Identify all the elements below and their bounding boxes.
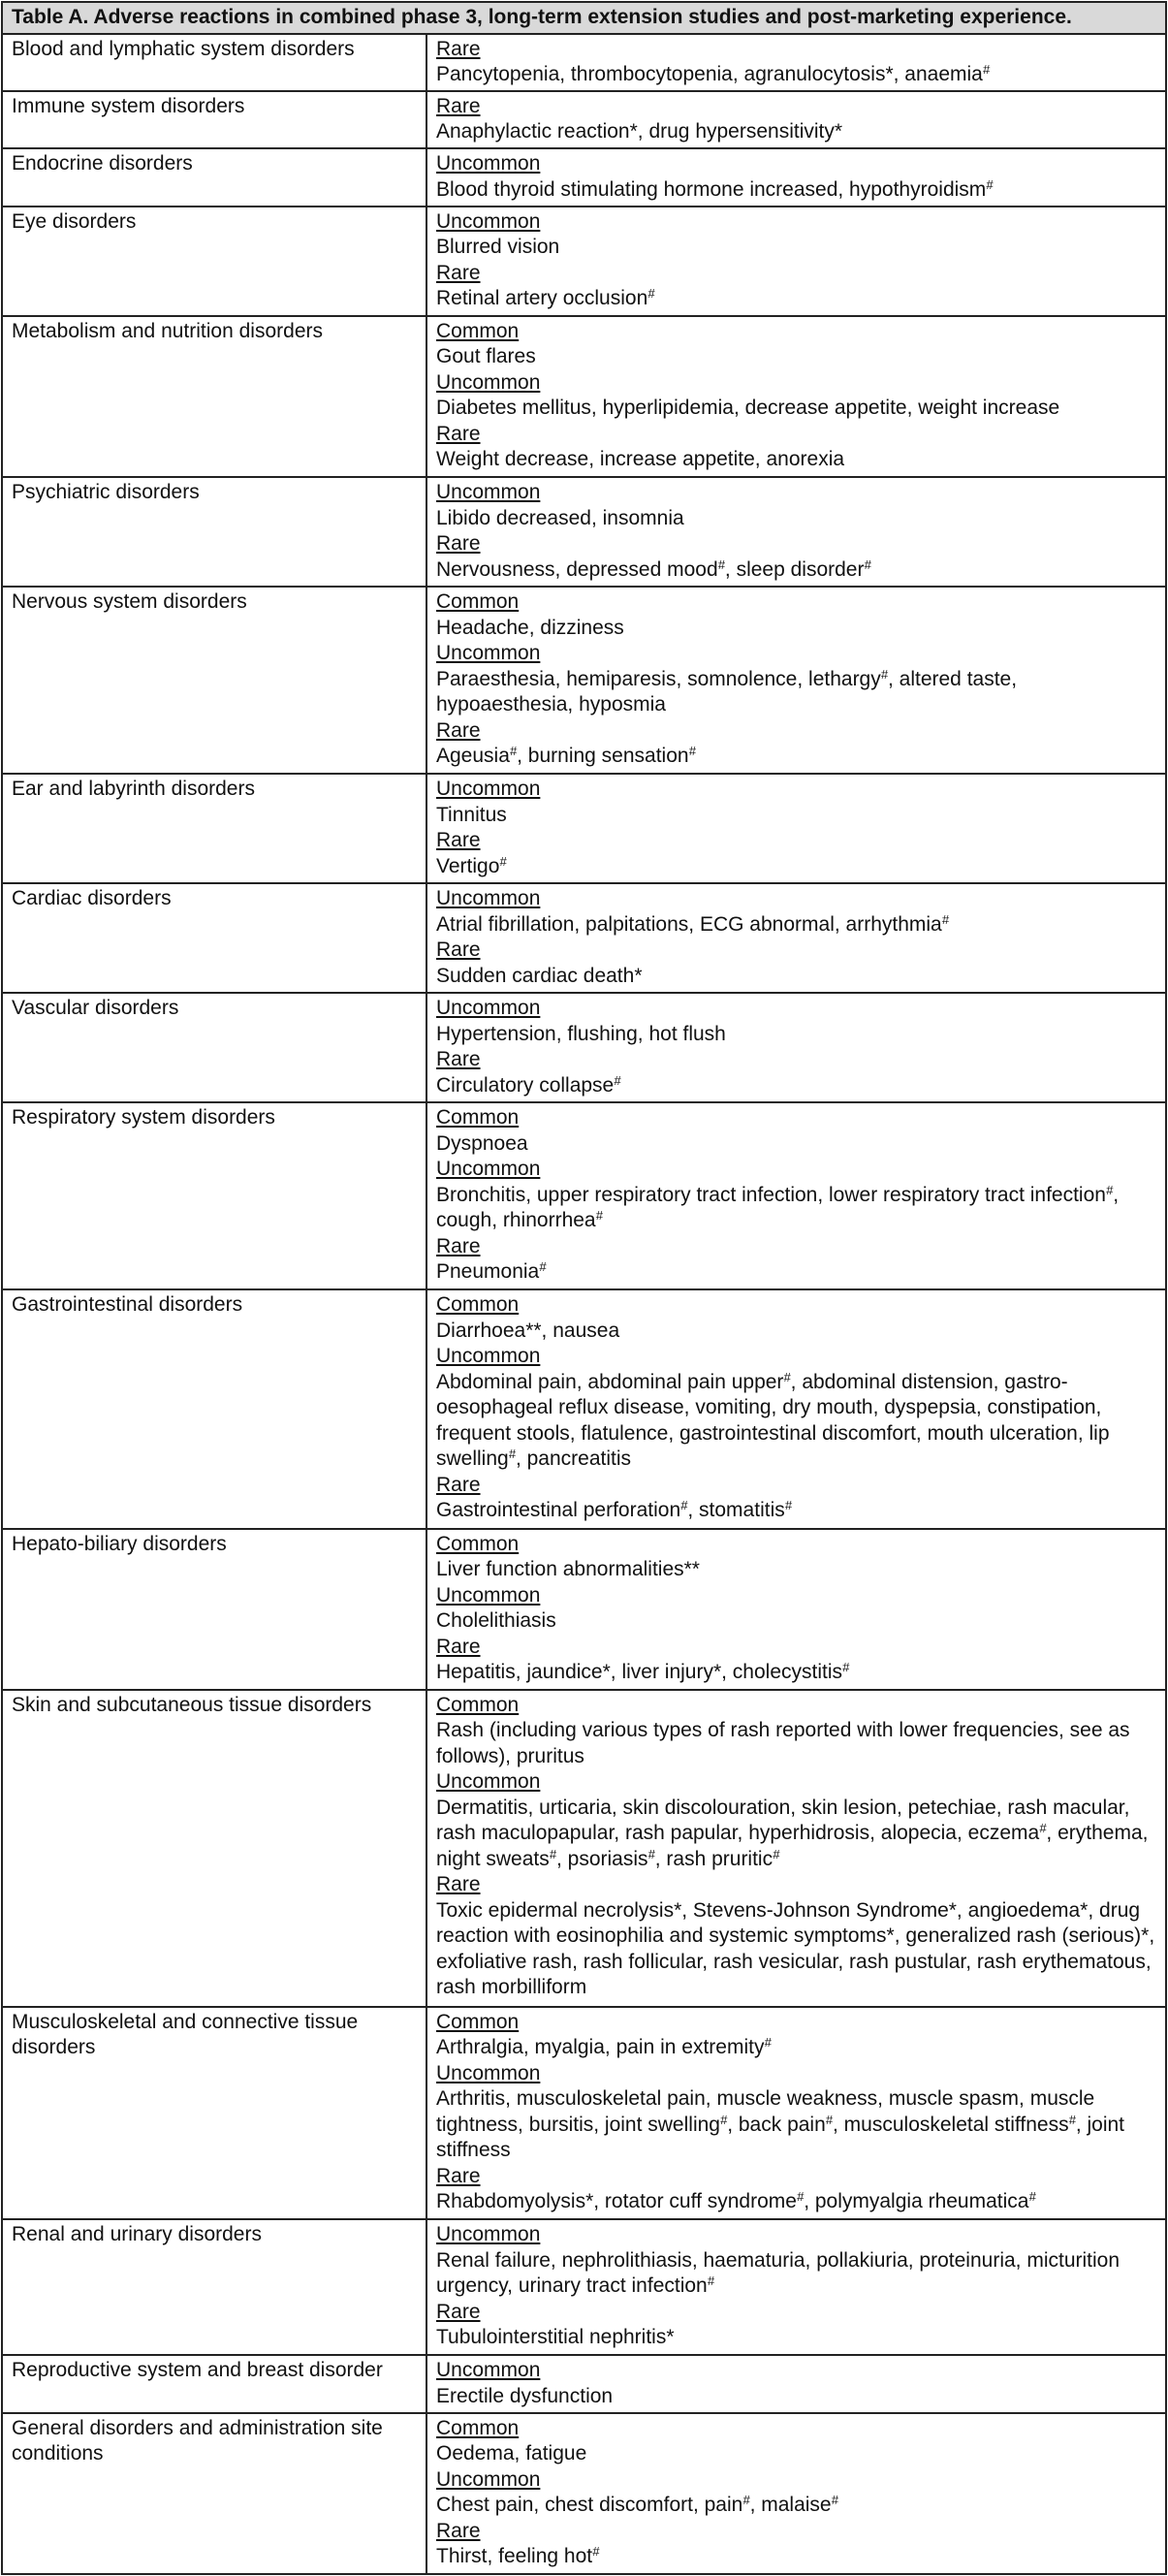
hash-marker: # xyxy=(796,2189,805,2205)
reaction-list: Atrial fibrillation, palpitations, ECG abnormal, arrhythmia# xyxy=(436,911,949,936)
frequency-label: Uncommon xyxy=(436,2467,541,2491)
hash-marker: # xyxy=(595,1208,603,1223)
hash-marker: # xyxy=(508,1447,516,1462)
frequency-label: Uncommon xyxy=(436,481,541,504)
frequency-label: Uncommon xyxy=(436,1583,541,1606)
reaction-list: Pancytopenia, thrombocytopenia, agranulocytosis*, anaemia# xyxy=(436,62,991,85)
table-body xyxy=(2,34,1166,2575)
frequency-label: Uncommon xyxy=(436,778,541,801)
reactions-cell xyxy=(426,477,1166,587)
reactions-cell xyxy=(426,2007,1166,2220)
reaction-list: Gout flares xyxy=(436,345,536,368)
table-row xyxy=(2,1289,1166,1529)
system-organ-class: Hepato-biliary disorders xyxy=(2,1529,426,1690)
reaction-list: Tinnitus xyxy=(436,803,507,826)
reaction-list: Gastrointestinal perforation#, stomatitis# xyxy=(436,1498,792,1522)
hash-marker: # xyxy=(499,853,507,869)
frequency-label: Rare xyxy=(436,1635,481,1658)
system-organ-class: General disorders and administration site conditions xyxy=(2,2413,426,2574)
frequency-label: Uncommon xyxy=(436,642,541,665)
reactions-cell xyxy=(426,993,1166,1102)
table-row xyxy=(2,2219,1166,2355)
frequency-label: Common xyxy=(436,2010,520,2033)
hash-marker: # xyxy=(509,744,518,759)
reaction-list: Cholelithiasis xyxy=(436,1609,556,1633)
hash-marker: # xyxy=(880,666,888,682)
hash-marker: # xyxy=(742,2493,750,2508)
hash-marker: # xyxy=(1039,1821,1047,1836)
frequency-label: Common xyxy=(436,2416,520,2439)
reaction-list: Hypertension, flushing, hot flush xyxy=(436,1022,726,1045)
frequency-label: Uncommon xyxy=(436,152,541,175)
frequency-label: Rare xyxy=(436,532,481,556)
reactions-cell xyxy=(426,2413,1166,2574)
hash-marker: # xyxy=(764,2035,772,2051)
reactions-cell xyxy=(426,1289,1166,1529)
system-organ-class: Cardiac disorders xyxy=(2,883,426,993)
frequency-label: Rare xyxy=(436,2164,481,2187)
frequency-label: Rare xyxy=(436,1234,481,1257)
frequency-label: Uncommon xyxy=(436,887,541,910)
reaction-list: Anaphylactic reaction*, drug hypersensitivity* xyxy=(436,120,843,143)
reaction-list: Libido decreased, insomnia xyxy=(436,506,684,529)
hash-marker: # xyxy=(539,1259,547,1274)
system-organ-class: Psychiatric disorders xyxy=(2,477,426,587)
adverse-reactions-table xyxy=(1,1,1167,2575)
frequency-label: Rare xyxy=(436,422,481,445)
reaction-list: Diabetes mellitus, hyperlipidemia, decrease appetite, weight increase xyxy=(436,397,1060,420)
system-organ-class: Metabolism and nutrition disorders xyxy=(2,316,426,477)
reactions-cell xyxy=(426,316,1166,477)
reaction-list: Weight decrease, increase appetite, anorexia xyxy=(436,448,845,471)
hash-marker: # xyxy=(680,1498,688,1513)
frequency-label: Rare xyxy=(436,1048,481,1071)
frequency-label: Rare xyxy=(436,1873,481,1896)
frequency-label: Common xyxy=(436,1532,520,1555)
reaction-list: Abdominal pain, abdominal pain upper#, abdominal distension, gastro-oesophageal reflux disease, vomiting, dry mouth, dyspepsia, constipation, frequent stools, flatulence, gastrointestinal discomfort, mouth ulceration, lip swelling#, pancreatitis xyxy=(436,1369,1110,1471)
system-organ-class: Respiratory system disorders xyxy=(2,1102,426,1289)
reaction-list: Rhabdomyolysis*, rotator cuff syndrome#, polymyalgia rheumatica# xyxy=(436,2189,1036,2213)
system-organ-class: Blood and lymphatic system disorders xyxy=(2,34,426,91)
table-row xyxy=(2,883,1166,993)
hash-marker: # xyxy=(1105,1182,1114,1197)
frequency-label: Rare xyxy=(436,261,481,284)
reactions-cell xyxy=(426,2219,1166,2355)
frequency-label: Uncommon xyxy=(436,2223,541,2246)
reaction-list: Thirst, feeling hot# xyxy=(436,2544,600,2568)
reactions-cell xyxy=(426,2355,1166,2412)
reaction-list: Diarrhoea**, nausea xyxy=(436,1319,620,1342)
table-title-row xyxy=(2,2,1166,34)
frequency-label: Common xyxy=(436,1106,520,1129)
reactions-cell xyxy=(426,207,1166,316)
hash-marker: # xyxy=(825,2112,834,2127)
frequency-label: Uncommon xyxy=(436,1770,541,1794)
table-row xyxy=(2,774,1166,883)
hash-marker: # xyxy=(707,2274,714,2289)
table-row xyxy=(2,91,1166,148)
hash-marker: # xyxy=(842,1660,850,1675)
hash-marker: # xyxy=(614,1072,621,1088)
reaction-list: Bronchitis, upper respiratory tract infection, lower respiratory tract infection#, cough, rhinorrhea# xyxy=(436,1182,1120,1231)
hash-marker: # xyxy=(1028,2189,1036,2205)
system-organ-class: Gastrointestinal disorders xyxy=(2,1289,426,1529)
reaction-list: Oedema, fatigue xyxy=(436,2442,587,2465)
reaction-list: Toxic epidermal necrolysis*, Stevens-Johnson Syndrome*, angioedema*, drug reaction with eosinophilia and systemic symptoms*, generalized rash (serious)*, exfoliative rash, rash follicular, rash vesicular, rash pustular, rash erythematous, rash morbilliform xyxy=(436,1898,1155,1999)
reaction-list: Arthritis, musculoskeletal pain, muscle weakness, muscle spasm, muscle tightness, bursitis, joint swelling#, back pain#, musculoskeletal stiffness#, joint stiffness xyxy=(436,2087,1125,2162)
frequency-label: Rare xyxy=(436,2300,481,2323)
reaction-list: Liver function abnormalities** xyxy=(436,1558,700,1581)
reactions-cell xyxy=(426,1102,1166,1289)
frequency-label: Common xyxy=(436,590,520,614)
reaction-list: Erectile dysfunction xyxy=(436,2384,614,2407)
reaction-list: Nervousness, depressed mood#, sleep disorder# xyxy=(436,557,871,581)
table-row xyxy=(2,207,1166,316)
reactions-cell xyxy=(426,883,1166,993)
reactions-cell xyxy=(426,148,1166,206)
table-row xyxy=(2,2007,1166,2220)
reaction-list: Headache, dizziness xyxy=(436,616,624,639)
system-organ-class: Ear and labyrinth disorders xyxy=(2,774,426,883)
system-organ-class: Endocrine disorders xyxy=(2,148,426,206)
frequency-label: Uncommon xyxy=(436,1158,541,1180)
table-row xyxy=(2,316,1166,477)
frequency-label: Uncommon xyxy=(436,2061,541,2084)
reactions-cell xyxy=(426,1529,1166,1690)
hash-marker: # xyxy=(549,1846,556,1861)
reactions-cell xyxy=(426,587,1166,774)
reaction-list: Blood thyroid stimulating hormone increased, hypothyroidism# xyxy=(436,176,994,201)
reaction-list: Hepatitis, jaundice*, liver injury*, cholecystitis# xyxy=(436,1660,850,1684)
frequency-label: Common xyxy=(436,1693,520,1716)
hash-marker: # xyxy=(941,911,949,927)
table-row xyxy=(2,148,1166,206)
frequency-label: Common xyxy=(436,319,520,342)
table-row xyxy=(2,477,1166,587)
frequency-label: Uncommon xyxy=(436,1345,541,1368)
hash-marker: # xyxy=(719,2112,728,2127)
reaction-list: Paraesthesia, hemiparesis, somnolence, lethargy#, altered taste, hypoaesthesia, hyposmia xyxy=(436,666,1018,716)
frequency-label: Rare xyxy=(436,938,481,962)
reaction-list: Tubulointerstitial nephritis* xyxy=(436,2326,675,2349)
reaction-list: Blurred vision xyxy=(436,236,560,259)
reaction-list: Chest pain, chest discomfort, pain#, malaise# xyxy=(436,2493,838,2517)
table-row xyxy=(2,587,1166,774)
frequency-label: Uncommon xyxy=(436,997,541,1020)
hash-marker: # xyxy=(592,2544,600,2560)
reaction-list: Renal failure, nephrolithiasis, haematuria, pollakiuria, proteinuria, micturition urgency, urinary tract infection# xyxy=(436,2248,1121,2298)
frequency-label: Common xyxy=(436,1293,520,1317)
system-organ-class: Nervous system disorders xyxy=(2,587,426,774)
frequency-label: Rare xyxy=(436,37,481,60)
system-organ-class: Renal and urinary disorders xyxy=(2,2219,426,2355)
reaction-list: Dermatitis, urticaria, skin discolouration, skin lesion, petechiae, rash macular, rash maculopapular, rash papular, hyperhidrosis, alopecia, eczema#, erythema, night sweats#, psoriasis#, rash pruritic# xyxy=(436,1796,1149,1870)
frequency-label: Uncommon xyxy=(436,370,541,394)
reactions-cell xyxy=(426,774,1166,883)
frequency-label: Rare xyxy=(436,1473,481,1496)
reaction-list: Vertigo# xyxy=(436,853,507,877)
table-row xyxy=(2,1690,1166,2007)
hash-marker: # xyxy=(717,557,725,572)
reaction-list: Rash (including various types of rash reported with lower frequencies, see as follows), pruritus xyxy=(436,1719,1130,1767)
frequency-label: Rare xyxy=(436,829,481,852)
hash-marker: # xyxy=(647,286,655,302)
reaction-list: Sudden cardiac death* xyxy=(436,964,643,987)
table-row xyxy=(2,2413,1166,2574)
frequency-label: Uncommon xyxy=(436,2359,541,2382)
hash-marker: # xyxy=(784,1498,792,1513)
hash-marker: # xyxy=(773,1846,780,1861)
hash-marker: # xyxy=(831,2493,838,2508)
system-organ-class: Reproductive system and breast disorder xyxy=(2,2355,426,2412)
frequency-label: Uncommon xyxy=(436,209,541,233)
hash-marker: # xyxy=(783,1369,791,1384)
system-organ-class: Eye disorders xyxy=(2,207,426,316)
frequency-label: Rare xyxy=(436,94,481,117)
table-row xyxy=(2,993,1166,1102)
reactions-cell xyxy=(426,1690,1166,2007)
reaction-list: Retinal artery occlusion# xyxy=(436,286,655,310)
system-organ-class: Vascular disorders xyxy=(2,993,426,1102)
reaction-list: Ageusia#, burning sensation# xyxy=(436,744,696,768)
table-row xyxy=(2,2355,1166,2412)
table-row xyxy=(2,1102,1166,1289)
table-row xyxy=(2,1529,1166,1690)
hash-marker: # xyxy=(688,744,696,759)
hash-marker: # xyxy=(1068,2112,1076,2127)
reaction-list: Arthralgia, myalgia, pain in extremity# xyxy=(436,2035,772,2059)
system-organ-class: Immune system disorders xyxy=(2,91,426,148)
reactions-cell xyxy=(426,91,1166,148)
reaction-list: Circulatory collapse# xyxy=(436,1072,621,1097)
frequency-label: Rare xyxy=(436,718,481,742)
hash-marker: # xyxy=(982,62,991,77)
frequency-label: Rare xyxy=(436,2519,481,2542)
table-row xyxy=(2,34,1166,91)
reactions-cell xyxy=(426,34,1166,91)
system-organ-class: Skin and subcutaneous tissue disorders xyxy=(2,1690,426,2007)
reaction-list: Dyspnoea xyxy=(436,1131,528,1155)
reaction-list: Pneumonia# xyxy=(436,1259,547,1283)
hash-marker: # xyxy=(864,557,871,572)
hash-marker: # xyxy=(986,176,994,192)
hash-marker: # xyxy=(647,1846,655,1861)
system-organ-class: Musculoskeletal and connective tissue disorders xyxy=(2,2007,426,2220)
table-title: Table A. Adverse reactions in combined phase 3, long-term extension studies and post-marketing experience. xyxy=(2,2,1166,34)
